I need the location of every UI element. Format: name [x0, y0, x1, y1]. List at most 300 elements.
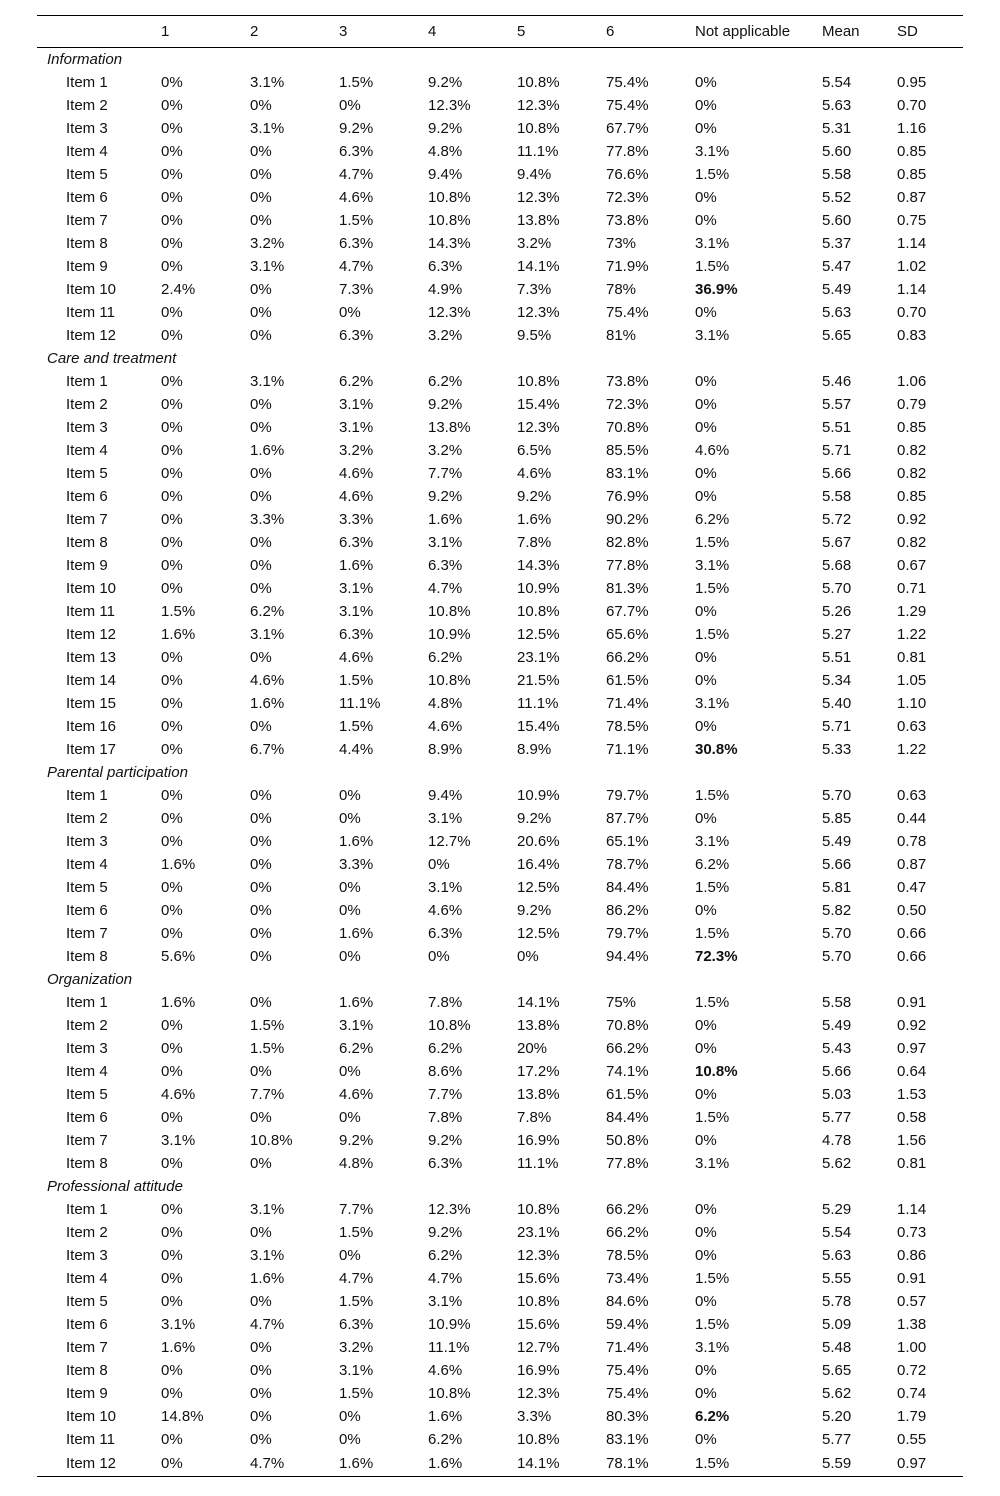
row-label: Item 11: [66, 303, 115, 321]
cell-sd: 0.44: [897, 809, 927, 827]
cell-not-applicable: 0%: [695, 1384, 717, 1402]
table-row: [37, 1129, 963, 1152]
cell-5: 17.2%: [517, 1062, 560, 1080]
cell-1: 0%: [161, 1361, 183, 1379]
cell-4: 4.8%: [428, 142, 463, 160]
cell-5: 12.3%: [517, 96, 560, 114]
cell-not-applicable: 1.5%: [695, 579, 730, 597]
cell-1: 0%: [161, 1292, 183, 1310]
cell-4: 12.3%: [428, 1200, 471, 1218]
cell-not-applicable: 0%: [695, 717, 717, 735]
row-label: Item 9: [66, 556, 108, 574]
cell-6: 83.1%: [606, 1430, 649, 1448]
cell-6: 71.1%: [606, 740, 649, 758]
cell-sd: 0.92: [897, 510, 927, 528]
cell-4: 3.1%: [428, 1292, 463, 1310]
header-cell-2: 2: [250, 23, 259, 40]
cell-mean: 5.59: [822, 1454, 852, 1472]
cell-3: 0%: [339, 96, 361, 114]
cell-mean: 5.71: [822, 717, 852, 735]
row-label: Item 12: [66, 1454, 117, 1472]
table-row: [37, 485, 963, 508]
cell-6: 73.8%: [606, 372, 649, 390]
cell-not-applicable: 3.1%: [695, 234, 730, 252]
table-row: [37, 1106, 963, 1129]
table-row: [37, 71, 963, 94]
cell-1: 0%: [161, 257, 183, 275]
results-table: [37, 15, 963, 1477]
table-row: [37, 1405, 963, 1428]
cell-1: 0%: [161, 671, 183, 689]
cell-6: 75.4%: [606, 1361, 649, 1379]
cell-not-applicable: 0%: [695, 303, 717, 321]
cell-5: 15.4%: [517, 717, 560, 735]
table-row: [37, 1083, 963, 1106]
cell-3: 4.6%: [339, 464, 374, 482]
table-row: [37, 209, 963, 232]
cell-1: 1.6%: [161, 993, 196, 1011]
cell-2: 0%: [250, 1154, 272, 1172]
cell-sd: 0.91: [897, 1269, 927, 1287]
cell-sd: 0.58: [897, 1108, 927, 1126]
cell-4: 10.8%: [428, 1384, 471, 1402]
cell-1: 0%: [161, 740, 183, 758]
cell-3: 0%: [339, 1246, 361, 1264]
cell-2: 0%: [250, 1361, 272, 1379]
cell-4: 12.3%: [428, 303, 471, 321]
table-row: [37, 186, 963, 209]
row-label: Item 1: [66, 786, 108, 804]
cell-mean: 5.58: [822, 487, 852, 505]
cell-3: 3.1%: [339, 418, 374, 436]
cell-4: 10.8%: [428, 1016, 471, 1034]
cell-5: 10.8%: [517, 1292, 560, 1310]
cell-3: 1.5%: [339, 73, 374, 91]
cell-2: 0%: [250, 648, 272, 666]
cell-sd: 0.79: [897, 395, 927, 413]
cell-5: 15.6%: [517, 1269, 560, 1287]
cell-mean: 5.67: [822, 533, 852, 551]
cell-not-applicable: 0%: [695, 1292, 717, 1310]
cell-1: 0%: [161, 73, 183, 91]
cell-5: 13.8%: [517, 1085, 560, 1103]
cell-1: 3.1%: [161, 1315, 196, 1333]
cell-sd: 0.71: [897, 579, 927, 597]
cell-sd: 0.91: [897, 993, 927, 1011]
cell-sd: 0.74: [897, 1384, 927, 1402]
cell-6: 61.5%: [606, 671, 649, 689]
cell-5: 10.8%: [517, 73, 560, 91]
cell-1: 1.6%: [161, 855, 196, 873]
cell-1: 0%: [161, 556, 183, 574]
row-label: Item 5: [66, 165, 108, 183]
cell-3: 0%: [339, 901, 361, 919]
table-row: [37, 416, 963, 439]
table-row: [37, 393, 963, 416]
cell-3: 1.6%: [339, 556, 374, 574]
table-row: [37, 508, 963, 531]
cell-1: 0%: [161, 119, 183, 137]
cell-6: 84.4%: [606, 878, 649, 896]
cell-3: 0%: [339, 809, 361, 827]
cell-5: 15.6%: [517, 1315, 560, 1333]
cell-1: 0%: [161, 533, 183, 551]
cell-4: 9.2%: [428, 1131, 463, 1149]
cell-2: 0%: [250, 809, 272, 827]
header-cell-mean: Mean: [822, 23, 860, 40]
header-cell-not-applicable: Not applicable: [695, 23, 791, 40]
cell-5: 10.8%: [517, 602, 560, 620]
cell-5: 9.2%: [517, 901, 552, 919]
cell-1: 0%: [161, 303, 183, 321]
cell-1: 2.4%: [161, 280, 196, 298]
cell-5: 10.8%: [517, 1200, 560, 1218]
header-cell-1: 1: [161, 23, 170, 40]
cell-2: 1.6%: [250, 441, 285, 459]
row-label: Item 4: [66, 1062, 108, 1080]
cell-mean: 5.70: [822, 579, 852, 597]
cell-6: 67.7%: [606, 119, 649, 137]
cell-4: 1.6%: [428, 1454, 463, 1472]
table-row: [37, 784, 963, 807]
cell-1: 0%: [161, 234, 183, 252]
section-row: [37, 48, 963, 71]
cell-5: 10.9%: [517, 579, 560, 597]
cell-2: 0%: [250, 579, 272, 597]
row-label: Item 11: [66, 1430, 115, 1448]
cell-3: 6.3%: [339, 326, 374, 344]
row-label: Item 1: [66, 372, 108, 390]
cell-5: 6.5%: [517, 441, 552, 459]
cell-3: 1.5%: [339, 211, 374, 229]
row-label: Item 3: [66, 1246, 108, 1264]
cell-not-applicable: 0%: [695, 1039, 717, 1057]
cell-4: 6.2%: [428, 1430, 463, 1448]
table-header: [37, 16, 963, 48]
cell-1: 0%: [161, 188, 183, 206]
cell-not-applicable: 0%: [695, 1200, 717, 1218]
row-label: Item 1: [66, 73, 108, 91]
cell-not-applicable: 0%: [695, 73, 717, 91]
cell-mean: 5.68: [822, 556, 852, 574]
cell-5: 1.6%: [517, 510, 552, 528]
cell-mean: 5.51: [822, 648, 852, 666]
cell-2: 0%: [250, 211, 272, 229]
cell-1: 1.6%: [161, 1338, 196, 1356]
cell-6: 75.4%: [606, 73, 649, 91]
table-row: [37, 853, 963, 876]
cell-3: 1.6%: [339, 993, 374, 1011]
cell-3: 6.3%: [339, 234, 374, 252]
cell-5: 10.8%: [517, 1430, 560, 1448]
cell-sd: 1.22: [897, 740, 927, 758]
cell-2: 0%: [250, 395, 272, 413]
table-row: [37, 1152, 963, 1175]
cell-6: 82.8%: [606, 533, 649, 551]
cell-not-applicable: 0%: [695, 395, 717, 413]
row-label: Item 7: [66, 510, 108, 528]
cell-5: 10.9%: [517, 786, 560, 804]
cell-4: 4.9%: [428, 280, 463, 298]
cell-not-applicable: 0%: [695, 1131, 717, 1149]
cell-sd: 0.86: [897, 1246, 927, 1264]
cell-not-applicable: 1.5%: [695, 625, 730, 643]
cell-2: 0%: [250, 947, 272, 965]
cell-5: 9.4%: [517, 165, 552, 183]
cell-1: 0%: [161, 901, 183, 919]
cell-3: 0%: [339, 947, 361, 965]
cell-2: 6.2%: [250, 602, 285, 620]
cell-sd: 1.79: [897, 1407, 927, 1425]
cell-mean: 5.62: [822, 1384, 852, 1402]
cell-2: 0%: [250, 878, 272, 896]
cell-mean: 5.03: [822, 1085, 852, 1103]
cell-1: 0%: [161, 326, 183, 344]
table-row: [37, 531, 963, 554]
cell-2: 0%: [250, 142, 272, 160]
row-label: Item 2: [66, 395, 108, 413]
cell-not-applicable: 1.5%: [695, 1454, 730, 1472]
cell-6: 61.5%: [606, 1085, 649, 1103]
cell-not-applicable: 0%: [695, 671, 717, 689]
table-row: [37, 715, 963, 738]
cell-6: 70.8%: [606, 418, 649, 436]
section-title: Professional attitude: [47, 1177, 183, 1195]
cell-sd: 0.85: [897, 165, 927, 183]
cell-5: 16.4%: [517, 855, 560, 873]
cell-3: 7.3%: [339, 280, 374, 298]
cell-4: 9.4%: [428, 165, 463, 183]
header-cell-5: 5: [517, 23, 526, 40]
cell-mean: 5.85: [822, 809, 852, 827]
cell-mean: 5.27: [822, 625, 852, 643]
cell-1: 4.6%: [161, 1085, 196, 1103]
row-label: Item 5: [66, 878, 108, 896]
cell-4: 9.2%: [428, 73, 463, 91]
cell-6: 85.5%: [606, 441, 649, 459]
cell-5: 20.6%: [517, 832, 560, 850]
row-label: Item 12: [66, 625, 117, 643]
cell-5: 21.5%: [517, 671, 560, 689]
cell-3: 6.3%: [339, 1315, 374, 1333]
cell-not-applicable: 1.5%: [695, 1269, 730, 1287]
cell-1: 1.5%: [161, 602, 196, 620]
cell-sd: 0.66: [897, 924, 927, 942]
cell-not-applicable: 0%: [695, 1361, 717, 1379]
cell-not-applicable: 1.5%: [695, 1108, 730, 1126]
cell-5: 11.1%: [517, 694, 559, 712]
cell-3: 6.3%: [339, 625, 374, 643]
cell-sd: 0.83: [897, 326, 927, 344]
cell-5: 7.3%: [517, 280, 552, 298]
cell-not-applicable: 1.5%: [695, 878, 730, 896]
cell-mean: 5.65: [822, 1361, 852, 1379]
cell-4: 6.2%: [428, 648, 463, 666]
cell-sd: 0.92: [897, 1016, 927, 1034]
table-row: [37, 922, 963, 945]
cell-2: 0%: [250, 1062, 272, 1080]
row-label: Item 6: [66, 1108, 108, 1126]
cell-1: 0%: [161, 1269, 183, 1287]
cell-5: 23.1%: [517, 648, 560, 666]
cell-mean: 5.66: [822, 1062, 852, 1080]
cell-4: 3.1%: [428, 533, 463, 551]
cell-1: 1.6%: [161, 625, 196, 643]
cell-6: 77.8%: [606, 1154, 649, 1172]
cell-not-applicable: 3.1%: [695, 1338, 730, 1356]
cell-mean: 5.70: [822, 924, 852, 942]
row-label: Item 4: [66, 441, 108, 459]
cell-sd: 1.38: [897, 1315, 927, 1333]
cell-not-applicable: 10.8%: [695, 1062, 738, 1080]
cell-1: 0%: [161, 441, 183, 459]
cell-1: 0%: [161, 1384, 183, 1402]
cell-2: 0%: [250, 855, 272, 873]
row-label: Item 3: [66, 418, 108, 436]
cell-3: 0%: [339, 1430, 361, 1448]
cell-not-applicable: 0%: [695, 1016, 717, 1034]
cell-4: 3.1%: [428, 878, 463, 896]
table-row: [37, 1014, 963, 1037]
table-row: [37, 1451, 963, 1477]
cell-5: 0%: [517, 947, 539, 965]
cell-4: 10.8%: [428, 602, 471, 620]
cell-mean: 5.46: [822, 372, 852, 390]
cell-sd: 0.50: [897, 901, 927, 919]
row-label: Item 10: [66, 1407, 117, 1425]
cell-3: 0%: [339, 1407, 361, 1425]
cell-5: 15.4%: [517, 395, 560, 413]
cell-6: 73.4%: [606, 1269, 649, 1287]
cell-sd: 1.05: [897, 671, 927, 689]
section-title: Care and treatment: [47, 349, 177, 367]
cell-5: 7.8%: [517, 533, 552, 551]
cell-4: 12.3%: [428, 96, 471, 114]
cell-2: 0%: [250, 556, 272, 574]
cell-5: 16.9%: [517, 1361, 560, 1379]
table-row: [37, 370, 963, 393]
cell-3: 0%: [339, 878, 361, 896]
cell-not-applicable: 4.6%: [695, 441, 730, 459]
cell-6: 71.9%: [606, 257, 649, 275]
cell-1: 14.8%: [161, 1407, 204, 1425]
cell-2: 3.1%: [250, 257, 285, 275]
row-label: Item 6: [66, 487, 108, 505]
cell-not-applicable: 0%: [695, 96, 717, 114]
cell-4: 8.6%: [428, 1062, 463, 1080]
cell-sd: 0.85: [897, 142, 927, 160]
cell-4: 9.2%: [428, 395, 463, 413]
table-row: [37, 1221, 963, 1244]
cell-not-applicable: 6.2%: [695, 1407, 730, 1425]
cell-6: 59.4%: [606, 1315, 649, 1333]
cell-1: 0%: [161, 878, 183, 896]
table-body: [37, 48, 963, 1477]
cell-2: 3.1%: [250, 625, 285, 643]
row-label: Item 8: [66, 1154, 108, 1172]
cell-3: 3.1%: [339, 395, 374, 413]
table-row: [37, 94, 963, 117]
cell-sd: 0.82: [897, 464, 927, 482]
cell-2: 0%: [250, 1223, 272, 1241]
cell-3: 0%: [339, 1062, 361, 1080]
table-row: [37, 1428, 963, 1451]
table-row: [37, 876, 963, 899]
cell-6: 94.4%: [606, 947, 649, 965]
table-row: [37, 991, 963, 1014]
cell-3: 1.5%: [339, 717, 374, 735]
cell-6: 79.7%: [606, 924, 649, 942]
cell-5: 12.3%: [517, 1246, 560, 1264]
cell-6: 71.4%: [606, 694, 649, 712]
cell-sd: 0.63: [897, 717, 927, 735]
cell-mean: 5.47: [822, 257, 852, 275]
cell-3: 9.2%: [339, 119, 374, 137]
cell-4: 1.6%: [428, 1407, 463, 1425]
cell-3: 4.6%: [339, 648, 374, 666]
table-row: [37, 1244, 963, 1267]
cell-2: 7.7%: [250, 1085, 285, 1103]
row-label: Item 14: [66, 671, 117, 689]
cell-3: 3.1%: [339, 1016, 374, 1034]
cell-sd: 0.81: [897, 648, 927, 666]
cell-6: 66.2%: [606, 1223, 649, 1241]
row-label: Item 5: [66, 464, 108, 482]
cell-not-applicable: 0%: [695, 211, 717, 229]
cell-1: 0%: [161, 510, 183, 528]
cell-1: 0%: [161, 96, 183, 114]
table-row: [37, 623, 963, 646]
cell-not-applicable: 6.2%: [695, 510, 730, 528]
cell-6: 65.1%: [606, 832, 649, 850]
cell-1: 0%: [161, 1454, 183, 1472]
cell-2: 0%: [250, 924, 272, 942]
cell-4: 4.7%: [428, 1269, 463, 1287]
cell-not-applicable: 72.3%: [695, 947, 738, 965]
cell-1: 0%: [161, 165, 183, 183]
cell-sd: 0.85: [897, 418, 927, 436]
table-row: [37, 278, 963, 301]
cell-mean: 5.54: [822, 73, 852, 91]
cell-not-applicable: 3.1%: [695, 556, 730, 574]
cell-6: 72.3%: [606, 188, 649, 206]
row-label: Item 17: [66, 740, 117, 758]
row-label: Item 1: [66, 993, 108, 1011]
cell-5: 7.8%: [517, 1108, 552, 1126]
cell-mean: 5.37: [822, 234, 852, 252]
cell-1: 0%: [161, 809, 183, 827]
cell-4: 1.6%: [428, 510, 463, 528]
cell-not-applicable: 3.1%: [695, 142, 730, 160]
cell-mean: 5.55: [822, 1269, 852, 1287]
cell-2: 0%: [250, 786, 272, 804]
cell-2: 0%: [250, 303, 272, 321]
cell-mean: 5.78: [822, 1292, 852, 1310]
cell-not-applicable: 0%: [695, 119, 717, 137]
row-label: Item 4: [66, 855, 108, 873]
cell-1: 0%: [161, 142, 183, 160]
cell-not-applicable: 6.2%: [695, 855, 730, 873]
cell-3: 3.3%: [339, 510, 374, 528]
cell-4: 10.9%: [428, 625, 471, 643]
cell-6: 74.1%: [606, 1062, 649, 1080]
cell-1: 0%: [161, 464, 183, 482]
cell-sd: 0.78: [897, 832, 927, 850]
cell-3: 1.6%: [339, 1454, 374, 1472]
cell-1: 0%: [161, 418, 183, 436]
row-label: Item 6: [66, 188, 108, 206]
cell-not-applicable: 0%: [695, 1246, 717, 1264]
